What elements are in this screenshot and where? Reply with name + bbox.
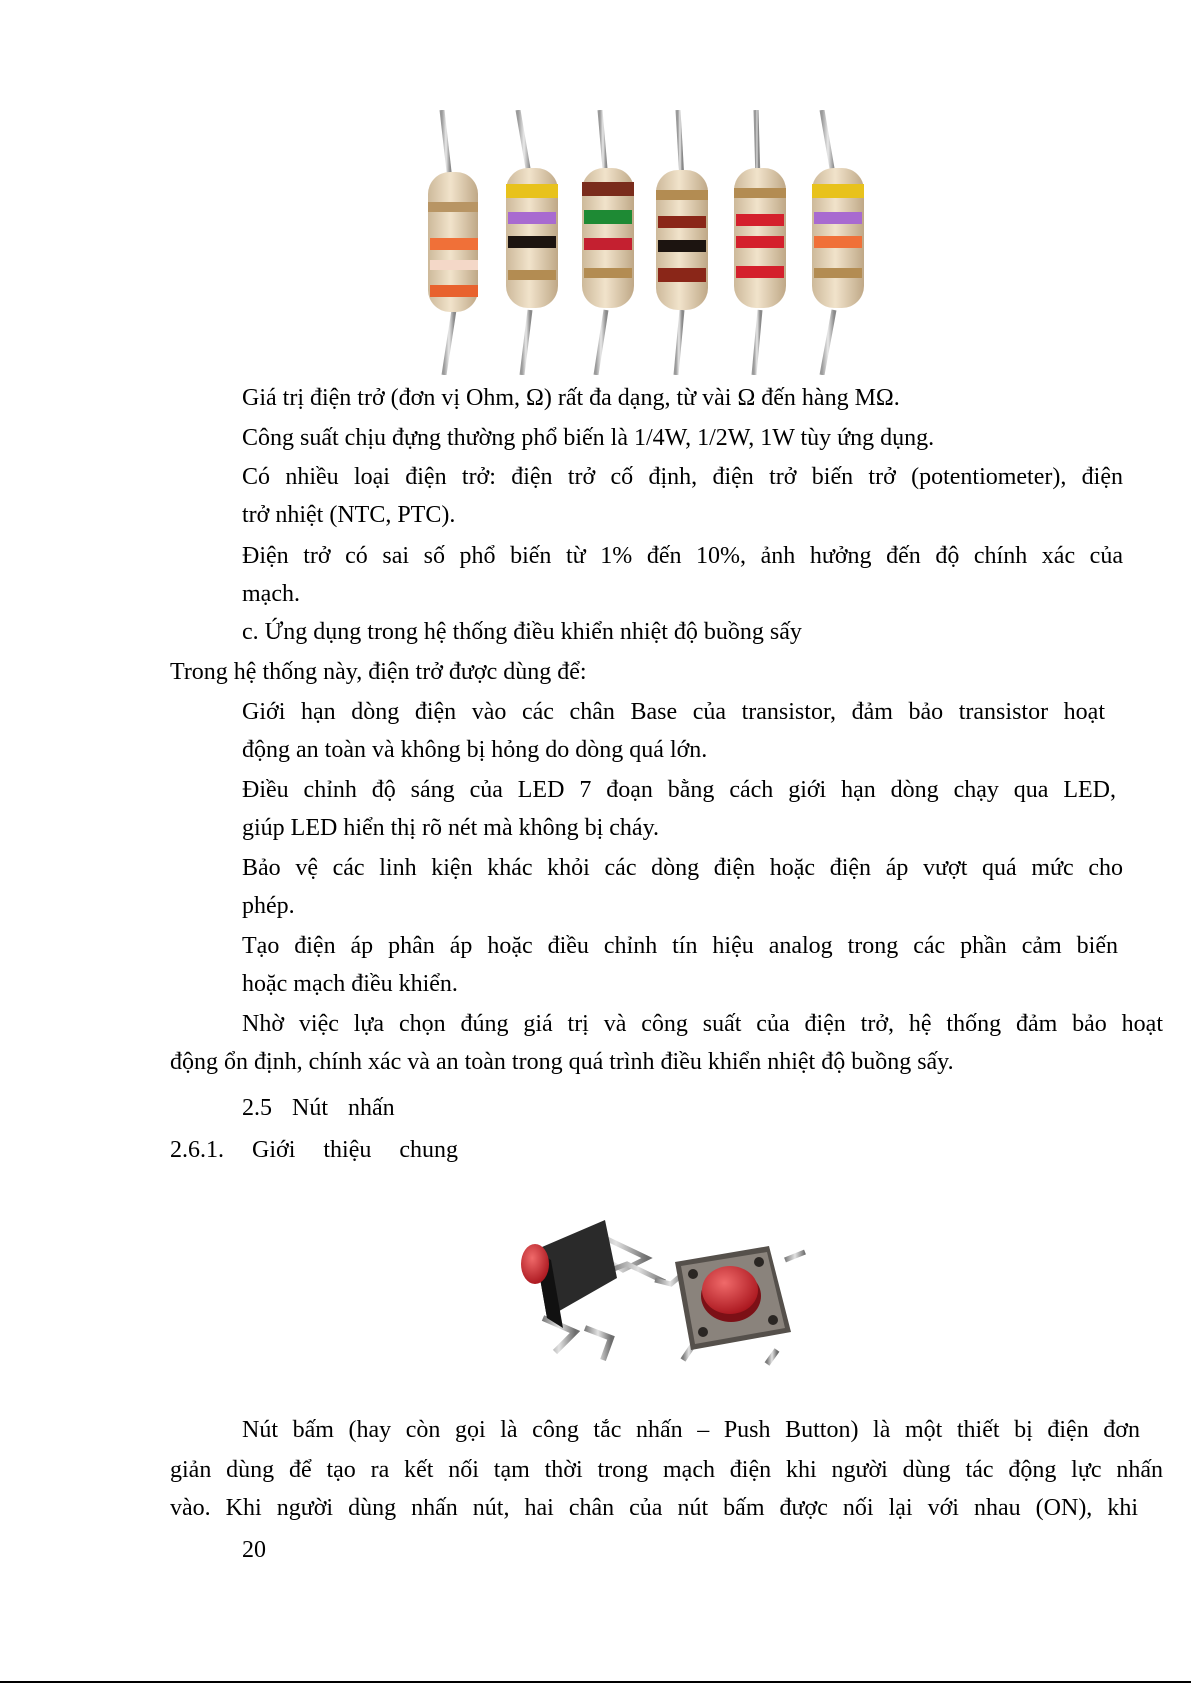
usage-item-1-cont: động an toàn và không bị hỏng do dòng quá lớn. bbox=[242, 737, 708, 763]
resistor-tolerance-text-cont: mạch. bbox=[242, 581, 300, 607]
conclusion-line-2: động ổn định, chính xác và an toàn trong quá trình điều khiển nhiệt độ buồng sấy. bbox=[170, 1049, 954, 1075]
usage-item-3: Bảo vệ các linh kiện khác khỏi các dòng điện hoặc điện áp vượt quá mức cho bbox=[242, 855, 1123, 881]
usage-item-3-cont: phép. bbox=[242, 893, 295, 919]
usage-item-4-cont: hoặc mạch điều khiển. bbox=[242, 971, 458, 997]
page-bottom-rule bbox=[0, 1681, 1191, 1683]
resistor-power-text: Công suất chịu đựng thường phổ biến là 1/4W, 1/2W, 1W tùy ứng dụng. bbox=[242, 425, 935, 451]
push-button-paragraph-line-2: giản dùng để tạo ra kết nối tạm thời trong mạch điện khi người dùng tác động lực nhấn bbox=[170, 1457, 1163, 1483]
push-button-top bbox=[655, 1246, 805, 1364]
section-heading: 2.5 Nút nhấn bbox=[242, 1095, 395, 1121]
resistor-types-text: Có nhiều loại điện trở: điện trở cố định, điện trở biến trở (potentiometer), điện bbox=[242, 464, 1123, 490]
resistor-4 bbox=[656, 110, 708, 375]
resistor-types-text-cont: trở nhiệt (NTC, PTC). bbox=[242, 502, 456, 528]
resistor-tolerance-text: Điện trở có sai số phổ biến từ 1% đến 10%, ảnh hưởng đến độ chính xác của bbox=[242, 543, 1123, 569]
resistor-2 bbox=[506, 110, 558, 375]
resistor-5 bbox=[734, 110, 786, 375]
resistors-photo bbox=[420, 110, 920, 375]
usage-intro: Trong hệ thống này, điện trở được dùng để: bbox=[170, 659, 587, 685]
push-button-side bbox=[521, 1220, 665, 1360]
usage-item-2: Điều chỉnh độ sáng của LED 7 đoạn bằng cách giới hạn dòng chạy qua LED, bbox=[242, 777, 1116, 803]
push-button-paragraph-line-1: Nút bấm (hay còn gọi là công tắc nhấn – Push Button) là một thiết bị điện đơn bbox=[242, 1417, 1140, 1443]
conclusion-line-1: Nhờ việc lựa chọn đúng giá trị và công suất của điện trở, hệ thống đảm bảo hoạt bbox=[242, 1011, 1163, 1037]
subheading-c: c. Ứng dụng trong hệ thống điều khiển nhiệt độ buồng sấy bbox=[242, 619, 802, 645]
usage-item-4: Tạo điện áp phân áp hoặc điều chỉnh tín hiệu analog trong các phần cảm biến bbox=[242, 933, 1118, 959]
usage-item-1: Giới hạn dòng điện vào các chân Base của transistor, đảm bảo transistor hoạt bbox=[242, 699, 1105, 725]
resistor-3 bbox=[582, 110, 634, 375]
page-number: 20 bbox=[242, 1537, 266, 1563]
resistor-1 bbox=[428, 110, 478, 375]
resistor-6 bbox=[812, 110, 864, 375]
usage-item-2-cont: giúp LED hiển thị rõ nét mà không bị cháy. bbox=[242, 815, 660, 841]
push-buttons-photo bbox=[515, 1210, 830, 1370]
subsection-heading: 2.6.1. Giới thiệu chung bbox=[170, 1137, 458, 1163]
push-button-paragraph-line-3: vào. Khi người dùng nhấn nút, hai chân của nút bấm được nối lại với nhau (ON), khi bbox=[170, 1495, 1138, 1521]
resistor-value-text: Giá trị điện trở (đơn vị Ohm, Ω) rất đa dạng, từ vài Ω đến hàng MΩ. bbox=[242, 385, 900, 411]
